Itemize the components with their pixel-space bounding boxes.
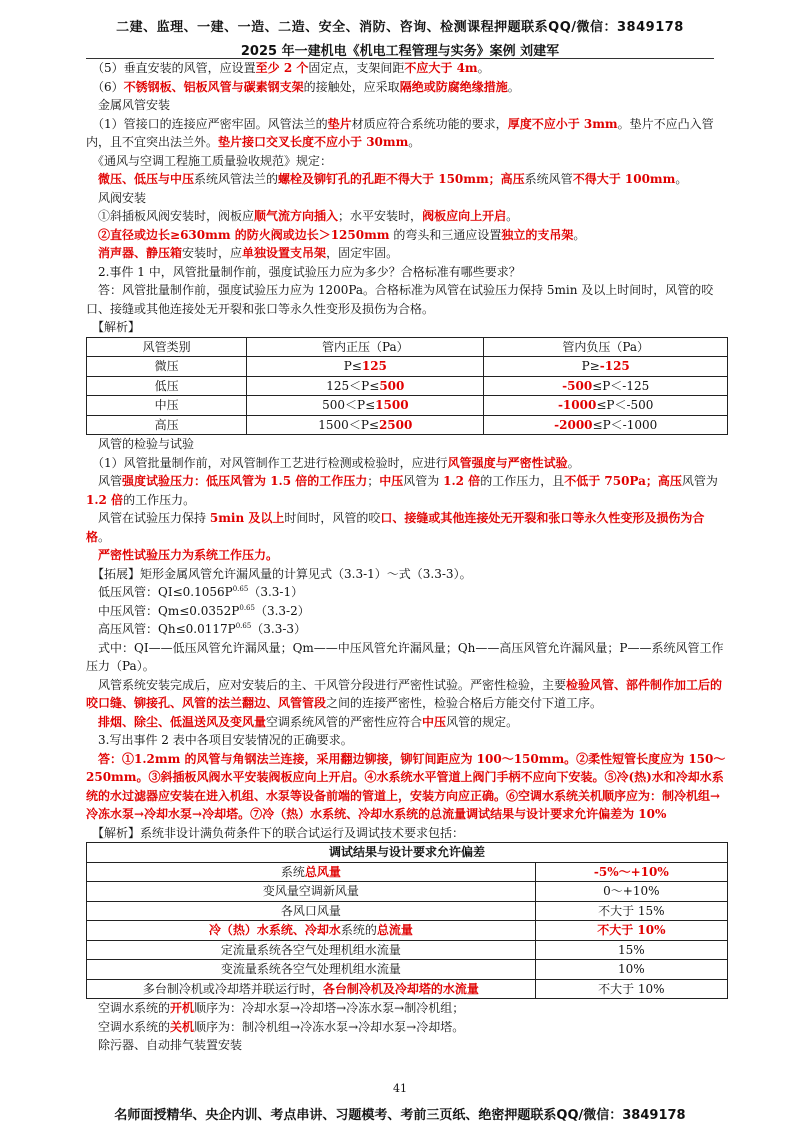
- page-number: 41: [393, 1082, 407, 1095]
- table-cell: -1000≤P＜-500: [484, 396, 728, 416]
- para: 风管在试验压力保持 5min 及以上时间时，风管的咬口、接缝或其他连接处无开裂和张口等永久性变形及损伤为合格。: [86, 511, 705, 544]
- para: 式中：QI——低压风管允许漏风量；Qm——中压风管允许漏风量；Qh——高压风管允许漏风量；P——系统风管工作压力（Pa）。: [86, 640, 724, 673]
- table-row: [87, 940, 728, 960]
- para: ①斜插板风阀安装时，阀板应顺气流方向插入；水平安装时，阀板应向上开启。: [98, 209, 519, 223]
- table-row: [87, 415, 728, 435]
- table-row: [87, 960, 728, 980]
- table-row: [87, 979, 728, 999]
- para: 空调水系统的关机顺序为：制冷机组→冷冻水泵→冷却水泵→冷却塔。: [98, 1019, 465, 1034]
- section-heading: 风管的检验与试验: [98, 437, 195, 451]
- tolerance-table: [86, 842, 728, 999]
- table-cell: 高压: [87, 415, 247, 435]
- table-cell: 不大于 10%: [535, 979, 727, 999]
- para: （1）风管批量制作前，对风管制作工艺进行检测或检验时，应进行风管强度与严密性试验。: [98, 455, 580, 470]
- para: 《通风与空调工程施工质量验收规范》规定：: [98, 153, 333, 168]
- section-heading: 金属风管安装: [98, 98, 171, 112]
- section-heading: 除污器、自动排气装置安装: [98, 1038, 243, 1052]
- table-cell: 中压: [87, 396, 247, 416]
- analysis-label: 【解析】: [98, 320, 141, 334]
- table-cell: P≤125: [247, 357, 484, 377]
- para: 风管强度试验压力：低压风管为 1.5 倍的工作压力；中压风管为 1.2 倍的工作压力，且不低于 750Pa；高压风管为 1.2 倍的工作压力。: [86, 474, 718, 507]
- table-cell: 系统总风量: [87, 862, 536, 882]
- table-caption-row: [87, 843, 728, 863]
- table-cell: -5%～+10%: [535, 862, 727, 882]
- para: 排烟、除尘、低温送风及变风量空调系统风管的严密性应符合中压风管的规定。: [98, 714, 519, 729]
- table-cell: 定流量系统各空气处理机组水流量: [87, 940, 536, 960]
- table-cell: 多台制冷机或冷却塔并联运行时，各台制冷机及冷却塔的水流量: [87, 979, 536, 999]
- para: 风管系统安装完成后，应对安装后的主、干风管分段进行严密性试验。严密性检验，主要检验风管、部件制作加工后的咬口缝、铆接孔、风管的法兰翻边、风管管段之间的连接严密性，检验合格后方能交付下道工序。: [86, 677, 723, 710]
- table-cell: 15%: [535, 940, 727, 960]
- table-header-row: [87, 337, 728, 357]
- table-cell: 不大于 15%: [535, 901, 727, 921]
- table-cell: 冷（热）水系统、冷却水系统的总流量: [87, 921, 536, 941]
- para: （6）不锈钢板、铝板风管与碳素钢支架的接触处，应采取隔绝或防腐绝缘措施。: [98, 79, 520, 94]
- table-cell: -2000≤P＜-1000: [484, 415, 728, 435]
- table-row: [87, 396, 728, 416]
- table-cell: 变风量空调新风量: [87, 882, 536, 902]
- table-cell: 0～+10%: [535, 882, 727, 902]
- para: （5）垂直安装的风管，应设置至少 2 个固定点，支架间距不应大于 4m。: [98, 61, 490, 75]
- para: （1）管接口的连接应严密牢固。风管法兰的垫片材质应符合系统功能的要求，厚度不应小于 3mm。垫片不应凸入管内，且不宜突出法兰外。垫片接口交叉长度不应小于 30mm。: [86, 116, 714, 149]
- question: 2.事件 1 中，风管批量制作前，强度试验压力应为多少？合格标准有哪些要求？: [98, 264, 521, 279]
- header-contact-line: 二建、监理、一建、一造、二造、安全、消防、咨询、检测课程押题联系QQ/微信：3849178: [116, 20, 684, 35]
- table-row: [87, 882, 728, 902]
- table-cell: 微压: [87, 357, 247, 377]
- para: 空调水系统的开机顺序为：冷却水泵→冷却塔→冷冻水泵→制冷机组；: [98, 1001, 465, 1015]
- table-cell: 低压: [87, 376, 247, 396]
- table-cell: 500＜P≤1500: [247, 396, 484, 416]
- pressure-class-table: [86, 337, 728, 436]
- para: ②直径或边长≥630mm 的防火阀或边长＞1250mm 的弯头和三通应设置独立的支吊架。: [98, 227, 586, 242]
- para: 严密性试验压力为系统工作压力。: [98, 548, 279, 562]
- table-header-cell: 风管类别: [87, 337, 247, 357]
- page-body: [86, 59, 728, 1055]
- table-row: [87, 901, 728, 921]
- table-cell: 变流量系统各空气处理机组水流量: [87, 960, 536, 980]
- question: 3.写出事件 2 表中各项目安装情况的正确要求。: [98, 733, 353, 747]
- table-row: [87, 921, 728, 941]
- formula: 低压风管：$QI\le 0.1056P^{0.65}(3.3-1)$: [98, 585, 304, 599]
- table-header-cell: 管内负压（Pa）: [484, 337, 728, 357]
- table-row: [87, 862, 728, 882]
- footer-contact-line: 名师面授精华、央企内训、考点串讲、习题模考、考前三页纸、绝密押题联系QQ/微信：3849178: [114, 1108, 686, 1123]
- table-cell: 1500＜P≤2500: [247, 415, 484, 435]
- table-row: [87, 357, 728, 377]
- para: 【解析】系统非设计满负荷条件下的联合试运行及调试技术要求包括：: [98, 825, 465, 840]
- header-title: 2025 年一建机电《机电工程管理与实务》案例 刘建军: [240, 44, 560, 59]
- table-caption: 调试结果与设计要求允许偏差: [87, 843, 728, 863]
- table-cell: -500≤P＜-125: [484, 376, 728, 396]
- formula: 中压风管：$Qm\le 0.0352P^{0.65}(3.3-2)$: [98, 603, 310, 618]
- table-cell: 125＜P≤500: [247, 376, 484, 396]
- table-cell: 10%: [535, 960, 727, 980]
- para: 【拓展】矩形金属风管允许漏风量的计算见式（3.3-1）～式（3.3-3）。: [98, 566, 472, 581]
- table-cell: 各风口风量: [87, 901, 536, 921]
- formula: 高压风管：$Qh\le 0.0117P^{0.65}(3.3-3)$: [98, 622, 307, 636]
- para: 消声器、静压箱安装时，应单独设置支吊架，固定牢固。: [98, 246, 399, 260]
- answer: 答：风管批量制作前，强度试验压力应为 1200Pa。合格标准为风管在试验压力保持 5min 及以上时间时，风管的咬口、接缝或其他连接处无开裂和张口等永久性变形及损伤为合格。: [86, 283, 714, 316]
- table-header-cell: 管内正压（Pa）: [247, 337, 484, 357]
- table-row: [87, 376, 728, 396]
- table-cell: 不大于 10%: [535, 921, 727, 941]
- answer: 答：①1.2mm 的风管与角钢法兰连接，采用翻边铆接，铆钉间距应为 100～150mm。②柔性短管长度应为 150～250mm。③斜插板风阀水平安装阀板应向上开启。④水系统水平管道上阀门手柄不应向下安装。⑤冷(热)水和冷却水系统的水过滤器应安装在进入机组、水泵等设备前端的管道上，安装方向应正确。⑥空调水系统关机顺序应为：制冷机组→冷冻水泵→冷却水泵→冷却塔。⑦冷（热）水系统、冷却水系统的总流量调试结果与设计要求允许偏差为 10%: [86, 751, 726, 821]
- para: 微压、低压与中压系统风管法兰的螺栓及铆钉孔的孔距不得大于 150mm；高压系统风管不得大于 100mm。: [98, 172, 688, 186]
- section-heading: 风阀安装: [98, 190, 147, 205]
- table-cell: P≥-125: [484, 357, 728, 377]
